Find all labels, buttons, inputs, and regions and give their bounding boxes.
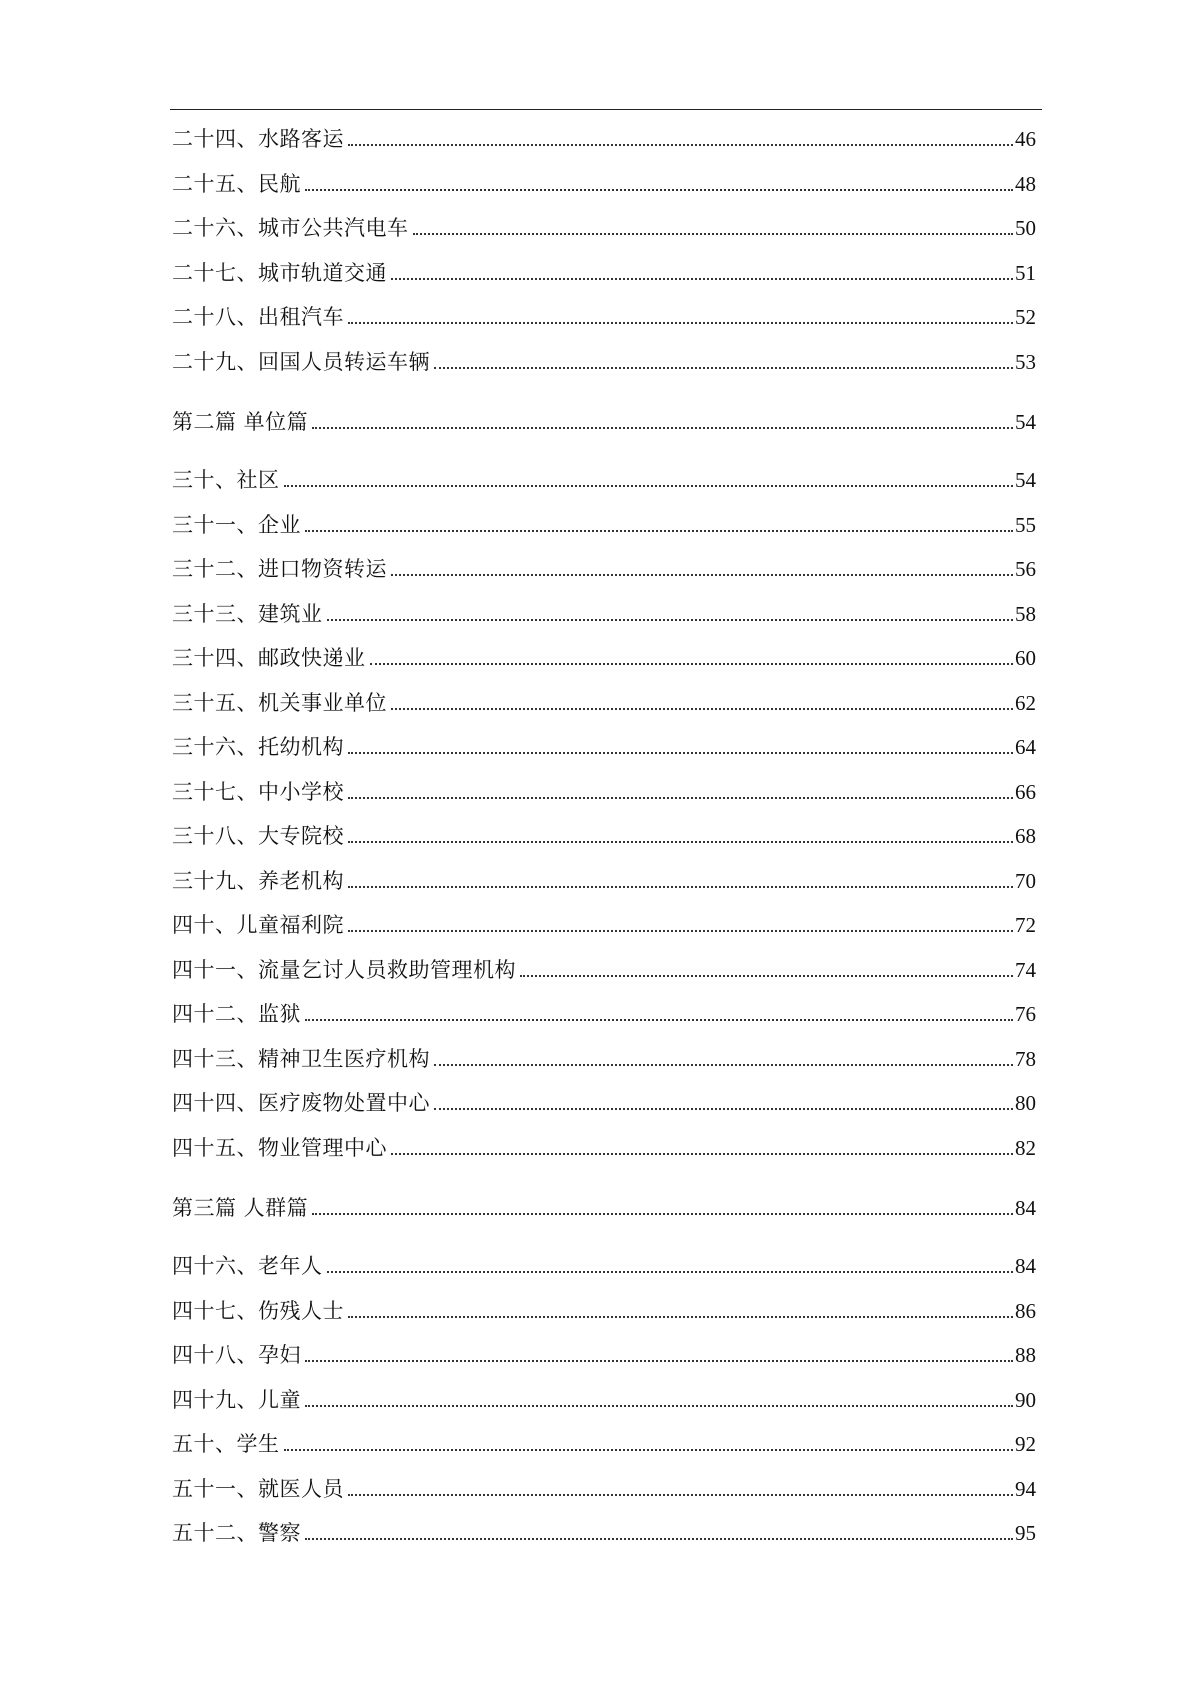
- toc-entry-page-number: 50: [1015, 216, 1036, 240]
- toc-entry-title: 四十六、老年人: [172, 1254, 323, 1278]
- toc-entry-page-number: 58: [1015, 602, 1036, 626]
- toc-entry[interactable]: [172, 1088, 1036, 1118]
- toc-entry-title: 二十四、水路客运: [172, 127, 344, 151]
- toc-entry-page-number: 56: [1015, 557, 1036, 581]
- toc-entry-page-number: 62: [1015, 691, 1036, 715]
- toc-entry-page-number: 84: [1015, 1254, 1036, 1278]
- toc-entry-page-number: 94: [1015, 1477, 1036, 1501]
- toc-entry-page-number: 84: [1015, 1196, 1036, 1220]
- toc-entry-page-number: 86: [1015, 1299, 1036, 1323]
- dot-leader: [312, 1213, 1013, 1215]
- dot-leader: [348, 752, 1013, 754]
- dot-leader: [413, 233, 1014, 235]
- toc-entry-title: 二十八、出租汽车: [172, 305, 344, 329]
- toc-entry[interactable]: [172, 910, 1036, 940]
- toc-entry-page-number: 48: [1015, 172, 1036, 196]
- toc-entry[interactable]: [172, 302, 1036, 332]
- dot-leader: [391, 278, 1013, 280]
- toc-entry[interactable]: [172, 1340, 1036, 1370]
- toc-entry-title: 四十二、监狱: [172, 1002, 301, 1026]
- dot-leader: [305, 1405, 1013, 1407]
- dot-leader: [434, 1064, 1013, 1066]
- toc-entry-page-number: 80: [1015, 1091, 1036, 1115]
- dot-leader: [391, 574, 1013, 576]
- dot-leader: [348, 886, 1013, 888]
- toc-entry-title: 二十五、民航: [172, 172, 301, 196]
- toc-entry[interactable]: [172, 510, 1036, 540]
- toc-entry-title: 二十七、城市轨道交通: [172, 261, 387, 285]
- toc-entry-title: 四十四、医疗废物处置中心: [172, 1091, 430, 1115]
- dot-leader: [327, 619, 1014, 621]
- dot-leader: [284, 1449, 1014, 1451]
- dot-leader: [305, 1019, 1013, 1021]
- toc-entry[interactable]: [172, 955, 1036, 985]
- toc-entry-page-number: 54: [1015, 410, 1036, 434]
- dot-leader: [284, 485, 1014, 487]
- toc-entry-title: 三十二、进口物资转运: [172, 557, 387, 581]
- toc-entry-page-number: 92: [1015, 1432, 1036, 1456]
- toc-entry[interactable]: [172, 599, 1036, 629]
- toc-entry-page-number: 53: [1015, 350, 1036, 374]
- toc-entry-page-number: 72: [1015, 913, 1036, 937]
- toc-entry[interactable]: [172, 999, 1036, 1029]
- toc-entry[interactable]: [172, 1429, 1036, 1459]
- toc-entry-title: 三十四、邮政快递业: [172, 646, 366, 670]
- toc-entry-title: 四十一、流量乞讨人员救助管理机构: [172, 958, 516, 982]
- toc-entry-page-number: 51: [1015, 261, 1036, 285]
- toc-entry-title: 五十一、就医人员: [172, 1477, 344, 1501]
- toc-entry[interactable]: [172, 1044, 1036, 1074]
- dot-leader: [348, 1494, 1013, 1496]
- toc-entry-page-number: 68: [1015, 824, 1036, 848]
- toc-entry-page-number: 78: [1015, 1047, 1036, 1071]
- toc-entry[interactable]: [172, 258, 1036, 288]
- toc-entry-page-number: 88: [1015, 1343, 1036, 1367]
- dot-leader: [305, 189, 1013, 191]
- toc-entry-title: 三十九、养老机构: [172, 869, 344, 893]
- toc-entry-page-number: 76: [1015, 1002, 1036, 1026]
- toc-entry-page-number: 74: [1015, 958, 1036, 982]
- toc-entry-title: 三十、社区: [172, 468, 280, 492]
- toc-entry-title: 四十三、精神卫生医疗机构: [172, 1047, 430, 1071]
- toc-entry[interactable]: [172, 1518, 1036, 1548]
- dot-leader: [348, 1316, 1013, 1318]
- toc-entry-title: 四十八、孕妇: [172, 1343, 301, 1367]
- dot-leader: [434, 367, 1013, 369]
- toc-entry-page-number: 66: [1015, 780, 1036, 804]
- toc-entry-page-number: 95: [1015, 1521, 1036, 1545]
- toc-entry[interactable]: [172, 347, 1036, 377]
- toc-entry-title: 五十、学生: [172, 1432, 280, 1456]
- toc-entry[interactable]: [172, 1474, 1036, 1504]
- toc-entry-title: 第三篇 人群篇: [172, 1196, 309, 1220]
- toc-entry[interactable]: [172, 1296, 1036, 1326]
- toc-entry[interactable]: [172, 169, 1036, 199]
- toc-entry-page-number: 46: [1015, 127, 1036, 151]
- toc-entry[interactable]: [172, 688, 1036, 718]
- dot-leader: [312, 427, 1013, 429]
- toc-entry-title: 三十一、企业: [172, 513, 301, 537]
- toc-entry-title: 四十九、儿童: [172, 1388, 301, 1412]
- toc-entry[interactable]: [172, 777, 1036, 807]
- toc-entry[interactable]: [172, 124, 1036, 154]
- toc-entry[interactable]: [172, 407, 1036, 437]
- dot-leader: [348, 841, 1013, 843]
- toc-entry-title: 二十九、回国人员转运车辆: [172, 350, 430, 374]
- toc-entry-page-number: 60: [1015, 646, 1036, 670]
- toc-entry-title: 三十五、机关事业单位: [172, 691, 387, 715]
- toc-entry-title: 三十八、大专院校: [172, 824, 344, 848]
- dot-leader: [348, 930, 1013, 932]
- toc-entry-page-number: 82: [1015, 1136, 1036, 1160]
- dot-leader: [305, 1538, 1013, 1540]
- dot-leader: [348, 322, 1013, 324]
- table-of-contents: [172, 0, 1036, 1696]
- toc-entry[interactable]: [172, 866, 1036, 896]
- toc-entry[interactable]: [172, 643, 1036, 673]
- toc-entry[interactable]: [172, 213, 1036, 243]
- toc-entry[interactable]: [172, 554, 1036, 584]
- toc-entry-title: 三十三、建筑业: [172, 602, 323, 626]
- dot-leader: [305, 1360, 1013, 1362]
- toc-entry[interactable]: [172, 1251, 1036, 1281]
- dot-leader: [391, 1153, 1013, 1155]
- toc-entry-page-number: 52: [1015, 305, 1036, 329]
- dot-leader: [370, 663, 1014, 665]
- dot-leader: [305, 530, 1013, 532]
- dot-leader: [348, 144, 1013, 146]
- toc-entry[interactable]: [172, 821, 1036, 851]
- dot-leader: [434, 1108, 1013, 1110]
- toc-entry[interactable]: [172, 1193, 1036, 1223]
- toc-entry-title: 四十五、物业管理中心: [172, 1136, 387, 1160]
- toc-entry-page-number: 70: [1015, 869, 1036, 893]
- dot-leader: [348, 797, 1013, 799]
- toc-entry[interactable]: [172, 1133, 1036, 1163]
- toc-entry[interactable]: [172, 465, 1036, 495]
- toc-entry-title: 二十六、城市公共汽电车: [172, 216, 409, 240]
- dot-leader: [520, 975, 1013, 977]
- toc-entry[interactable]: [172, 1385, 1036, 1415]
- toc-entry-page-number: 64: [1015, 735, 1036, 759]
- toc-entry-title: 第二篇 单位篇: [172, 410, 309, 434]
- dot-leader: [391, 708, 1013, 710]
- toc-entry-title: 三十七、中小学校: [172, 780, 344, 804]
- toc-entry-page-number: 54: [1015, 468, 1036, 492]
- toc-entry[interactable]: [172, 732, 1036, 762]
- toc-entry-title: 三十六、托幼机构: [172, 735, 344, 759]
- toc-entry-title: 四十七、伤残人士: [172, 1299, 344, 1323]
- toc-entry-page-number: 90: [1015, 1388, 1036, 1412]
- toc-entry-page-number: 55: [1015, 513, 1036, 537]
- toc-entry-title: 五十二、警察: [172, 1521, 301, 1545]
- toc-entry-title: 四十、儿童福利院: [172, 913, 344, 937]
- dot-leader: [327, 1271, 1014, 1273]
